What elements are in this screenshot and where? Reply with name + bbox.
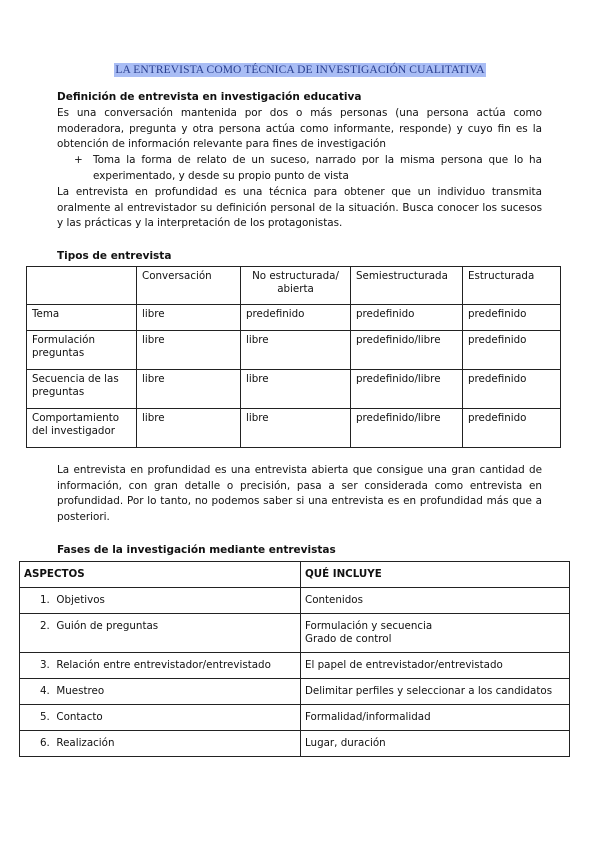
phase-aspect-text: Guión de preguntas (56, 620, 159, 632)
phases-row (20, 653, 570, 679)
phase-aspect (20, 614, 301, 653)
types-header-cell: No estructurada/ abierta (241, 267, 351, 305)
phase-includes: Contenidos (301, 588, 570, 614)
phases-row (20, 705, 570, 731)
types-cell: Formulación preguntas (27, 331, 137, 370)
phase-includes: Delimitar perfiles y seleccionar a los candidatos (301, 679, 570, 705)
types-cell: Comportamiento del investigador (27, 409, 137, 448)
phase-aspect-text: Contacto (56, 711, 103, 723)
phases-row (20, 679, 570, 705)
definition-paragraph-2: La entrevista en profundidad es una técnica para obtener que un individuo transmita oralmente al entrevistador su definición personal de la situación. Busca conocer los sucesos y las prácticas y la interpretación de los protagonistas. (57, 186, 542, 229)
types-cell: libre (137, 331, 241, 370)
types-cell: predefinido/libre (351, 409, 463, 448)
types-cell: predefinido/libre (351, 331, 463, 370)
types-cell: libre (241, 331, 351, 370)
phases-table (19, 561, 570, 757)
phases-row (20, 588, 570, 614)
types-cell: predefinido (351, 305, 463, 331)
phase-aspect (20, 705, 301, 731)
phase-aspect-text: Objetivos (56, 594, 105, 606)
types-cell: predefinido (241, 305, 351, 331)
phase-includes: Lugar, duración (301, 731, 570, 757)
phase-includes-line-1: Formulación y secuencia (305, 620, 433, 632)
phase-includes: El papel de entrevistador/entrevistado (301, 653, 570, 679)
types-paragraph: La entrevista en profundidad es una entrevista abierta que consigue una gran cantidad de información, con gran detalle o precisión, pasa a ser considerada como entrevista en profundidad. Por lo tanto, no podemos saber si una entrevista es en profundidad más que a posteriori. (57, 464, 542, 523)
phase-number: 2. (40, 620, 50, 632)
phase-number: 4. (40, 685, 50, 697)
types-heading: Tipos de entrevista (57, 250, 172, 262)
phase-aspect (20, 588, 301, 614)
types-cell: libre (137, 370, 241, 409)
types-row (27, 409, 561, 448)
types-table (26, 266, 561, 448)
definition-bullet (74, 153, 542, 184)
types-header-cell: Semiestructurada (351, 267, 463, 305)
phases-header-aspects: ASPECTOS (20, 562, 301, 588)
types-cell: libre (241, 409, 351, 448)
phase-aspect-text: Relación entre entrevistador/entrevistado (56, 659, 271, 671)
phase-aspect (20, 653, 301, 679)
types-header-cell: Conversación (137, 267, 241, 305)
types-header-cell (27, 267, 137, 305)
phase-includes-line-2: Grado de control (305, 633, 392, 645)
phase-number: 6. (40, 737, 50, 749)
phase-number: 5. (40, 711, 50, 723)
phase-aspect (20, 731, 301, 757)
bullet-text: Toma la forma de relato de un suceso, narrado por la misma persona que lo ha experimentado, y desde su propio punto de vista (93, 154, 542, 182)
types-cell: predefinido (463, 409, 561, 448)
types-row (27, 305, 561, 331)
phase-includes (301, 614, 570, 653)
types-cell: libre (137, 305, 241, 331)
types-cell: predefinido (463, 370, 561, 409)
types-row (27, 370, 561, 409)
phases-header-row (20, 562, 570, 588)
phases-row (20, 614, 570, 653)
types-cell: libre (241, 370, 351, 409)
bullet-mark: + (74, 154, 83, 166)
phase-number: 1. (40, 594, 50, 606)
definition-heading: Definición de entrevista en investigación educativa (57, 91, 362, 103)
phase-includes: Formalidad/informalidad (301, 705, 570, 731)
types-cell: Secuencia de las preguntas (27, 370, 137, 409)
definition-paragraph: Es una conversación mantenida por dos o más personas (una persona actúa como moderadora, pregunta y otra persona actúa como informante, responde) y cuyo fin es la obtención de información relevante para fines de investigación (57, 107, 542, 150)
document-title (0, 58, 600, 77)
types-cell: predefinido (463, 305, 561, 331)
phases-heading: Fases de la investigación mediante entrevistas (57, 544, 336, 556)
types-cell: Tema (27, 305, 137, 331)
types-cell: libre (137, 409, 241, 448)
types-header-row (27, 267, 561, 305)
types-header-cell: Estructurada (463, 267, 561, 305)
phase-aspect-text: Realización (56, 737, 115, 749)
types-row (27, 331, 561, 370)
types-cell: predefinido (463, 331, 561, 370)
phase-number: 3. (40, 659, 50, 671)
phases-header-includes: QUÉ INCLUYE (301, 562, 570, 588)
phase-aspect-text: Muestreo (56, 685, 105, 697)
phases-row (20, 731, 570, 757)
phase-aspect (20, 679, 301, 705)
document-title-text: LA ENTREVISTA COMO TÉCNICA DE INVESTIGACIÓN CUALITATIVA (115, 64, 485, 76)
types-cell: predefinido/libre (351, 370, 463, 409)
